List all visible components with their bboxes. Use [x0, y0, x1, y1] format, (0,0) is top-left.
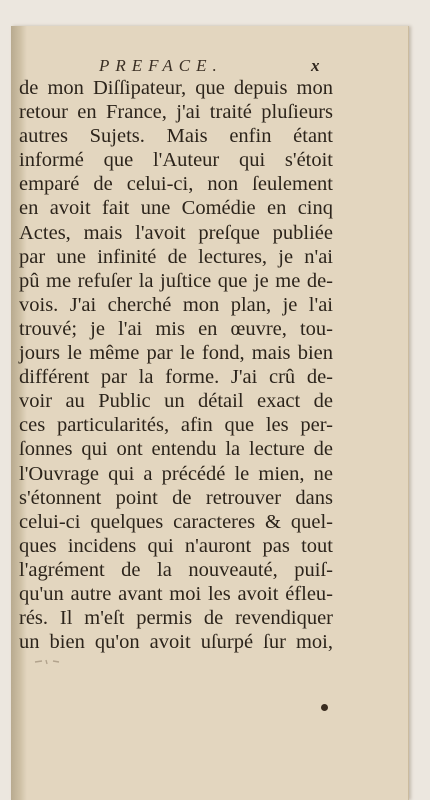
- text-line: autres Sujets. Mais enfin étant: [19, 125, 333, 148]
- text-line: par une infinité de lectures, je n'ai: [19, 245, 333, 268]
- text-line: jours le même par le fond, mais bien: [19, 342, 333, 365]
- text-line: ces particularités, afin que les per-: [19, 414, 333, 437]
- text-line: voir au Public un détail exact de: [19, 390, 333, 413]
- text-line: différent par la forme. J'ai crû de-: [19, 366, 333, 389]
- text-line: emparé de celui-ci, non ſeulement: [19, 173, 333, 196]
- running-title: PREFACE.: [99, 56, 223, 75]
- text-line: l'agrément de la nouveauté, puiſ-: [19, 558, 333, 581]
- body-text: [19, 76, 333, 654]
- text-line: qu'un autre avant moi les avoit éfleu-: [19, 582, 333, 605]
- text-line: informé que l'Auteur qui s'étoit: [19, 149, 333, 172]
- ink-spot: [321, 704, 328, 711]
- text-line: ques incidens qui n'auront pas tout: [19, 534, 333, 557]
- text-line: ſonnes qui ont entendu la lecture de: [19, 438, 333, 461]
- faint-ink-marks: [33, 654, 63, 668]
- text-line: en avoit fait une Comédie en cinq: [19, 197, 333, 220]
- text-line: celui-ci quelques caracteres & quel-: [19, 510, 333, 533]
- text-line: trouvé; je l'ai mis en œuvre, tou-: [19, 317, 333, 340]
- text-line: retour en France, j'ai traité pluſieurs: [19, 101, 333, 124]
- book-page: [11, 26, 409, 800]
- text-line: s'étonnent point de retrouver dans: [19, 486, 333, 509]
- text-line: un bien qu'on avoit uſurpé ſur moi,: [19, 631, 333, 654]
- text-line: l'Ouvrage qui a précédé le mien, ne: [19, 462, 333, 485]
- text-line: vois. J'ai cherché mon plan, je l'ai: [19, 293, 333, 316]
- text-line: Actes, mais l'avoit preſque publiée: [19, 221, 333, 244]
- page-number: x: [311, 56, 320, 75]
- text-line: rés. Il m'eſt permis de revendiquer: [19, 607, 333, 630]
- text-line: de mon Diſſipateur, que depuis mon: [19, 77, 333, 99]
- text-line: pû me refuſer la juſtice que je me de-: [19, 269, 333, 292]
